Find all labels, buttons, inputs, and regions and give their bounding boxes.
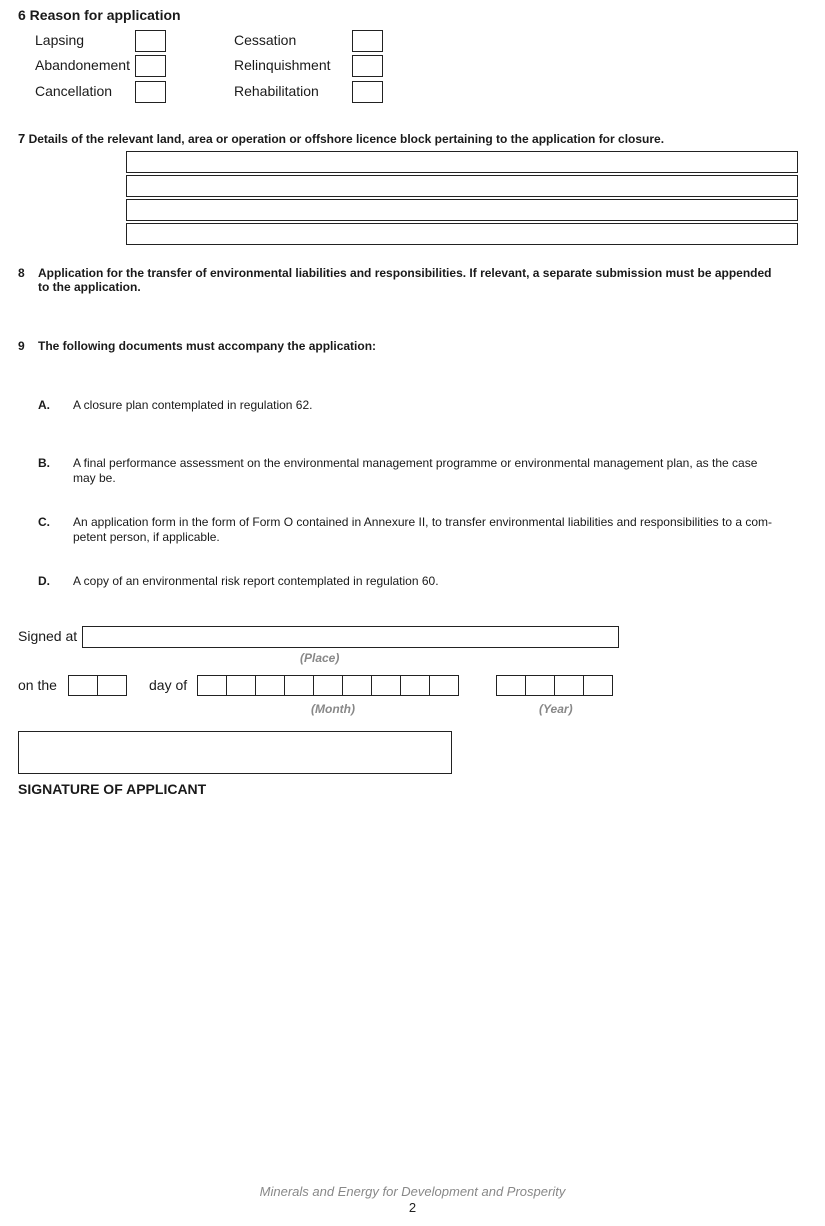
doc-item-text-a — [73, 398, 793, 413]
place-hint: (Place) — [300, 651, 340, 665]
reason-checkbox-abandonement[interactable] — [135, 55, 166, 77]
land-details-field-3[interactable] — [126, 199, 798, 221]
footer-tagline: Minerals and Energy for Development and Prosperity — [259, 1184, 566, 1199]
section-8-title — [38, 266, 808, 294]
land-details-field-4[interactable] — [126, 223, 798, 245]
reason-checkbox-lapsing[interactable] — [135, 30, 166, 52]
land-details-field-1[interactable] — [126, 151, 798, 173]
doc-item-c-line2: petent person, if applicable. — [73, 530, 220, 544]
doc-item-text-b — [73, 456, 793, 486]
reason-label-lapsing: Lapsing — [35, 32, 85, 48]
doc-item-text-c — [73, 515, 793, 545]
month-char-1[interactable] — [197, 675, 227, 696]
doc-item-d-line1: A copy of an environmental risk report contemplated in regulation 60. — [73, 574, 439, 588]
month-char-8[interactable] — [400, 675, 430, 696]
month-char-6[interactable] — [342, 675, 372, 696]
land-details-field-2[interactable] — [126, 175, 798, 197]
month-char-4[interactable] — [284, 675, 314, 696]
year-digit-4[interactable] — [583, 675, 613, 696]
reason-label-abandonement: Abandonement — [35, 57, 130, 73]
section-6-title: 6 Reason for application — [18, 7, 181, 23]
year-hint: (Year) — [539, 702, 573, 716]
signature-field[interactable] — [18, 731, 452, 774]
year-digit-3[interactable] — [554, 675, 584, 696]
year-field[interactable] — [496, 675, 613, 696]
reason-label-cessation: Cessation — [234, 32, 297, 48]
month-hint: (Month) — [311, 702, 355, 716]
reason-checkbox-rehabilitation[interactable] — [352, 81, 383, 103]
section-7-number: 7 — [18, 131, 26, 146]
section-9-title: The following documents must accompany the application: — [38, 339, 377, 353]
month-char-5[interactable] — [313, 675, 343, 696]
doc-item-letter-c: C. — [38, 515, 50, 529]
doc-item-a-line1: A closure plan contemplated in regulation 62. — [73, 398, 313, 412]
doc-item-b-line2: may be. — [73, 471, 116, 485]
reason-label-rehabilitation: Rehabilitation — [234, 83, 319, 99]
doc-item-text-d — [73, 574, 793, 589]
day-of-label: day of — [149, 677, 188, 693]
month-char-2[interactable] — [226, 675, 256, 696]
reason-checkbox-cancellation[interactable] — [135, 81, 166, 103]
on-the-label: on the — [18, 677, 57, 693]
section-8-title-line1: Application for the transfer of environmental liabilities and responsibilities. If relevant, a separate submission must be appended — [38, 266, 772, 280]
doc-item-letter-a: A. — [38, 398, 50, 412]
reason-checkbox-cessation[interactable] — [352, 30, 383, 52]
doc-item-b-line1: A final performance assessment on the environmental management programme or environmental management plan, as the case — [73, 456, 758, 470]
reason-label-cancellation: Cancellation — [35, 83, 113, 99]
reason-label-relinquishment: Relinquishment — [234, 57, 331, 73]
doc-item-c-line1: An application form in the form of Form O contained in Annexure II, to transfer environmental liabilities and responsibilities to a com- — [73, 515, 773, 529]
day-field[interactable] — [68, 675, 127, 696]
section-7-title — [18, 131, 664, 146]
month-char-7[interactable] — [371, 675, 401, 696]
day-digit-2[interactable] — [97, 675, 127, 696]
doc-item-letter-d: D. — [38, 574, 50, 588]
year-digit-2[interactable] — [525, 675, 555, 696]
doc-item-letter-b: B. — [38, 456, 50, 470]
signature-label: SIGNATURE OF APPLICANT — [18, 781, 207, 797]
section-8-title-line2: to the application. — [38, 280, 141, 294]
month-char-9[interactable] — [429, 675, 459, 696]
section-7-text: Details of the relevant land, area or operation or offshore licence block pertaining to the application for closure. — [28, 132, 665, 146]
place-field[interactable] — [82, 626, 619, 648]
month-char-3[interactable] — [255, 675, 285, 696]
page-number: 2 — [408, 1200, 417, 1215]
section-9-number: 9 — [18, 339, 25, 353]
month-field[interactable] — [197, 675, 459, 696]
signed-at-label: Signed at — [18, 628, 78, 644]
year-digit-1[interactable] — [496, 675, 526, 696]
section-8-number: 8 — [18, 266, 25, 280]
reason-checkbox-relinquishment[interactable] — [352, 55, 383, 77]
day-digit-1[interactable] — [68, 675, 98, 696]
